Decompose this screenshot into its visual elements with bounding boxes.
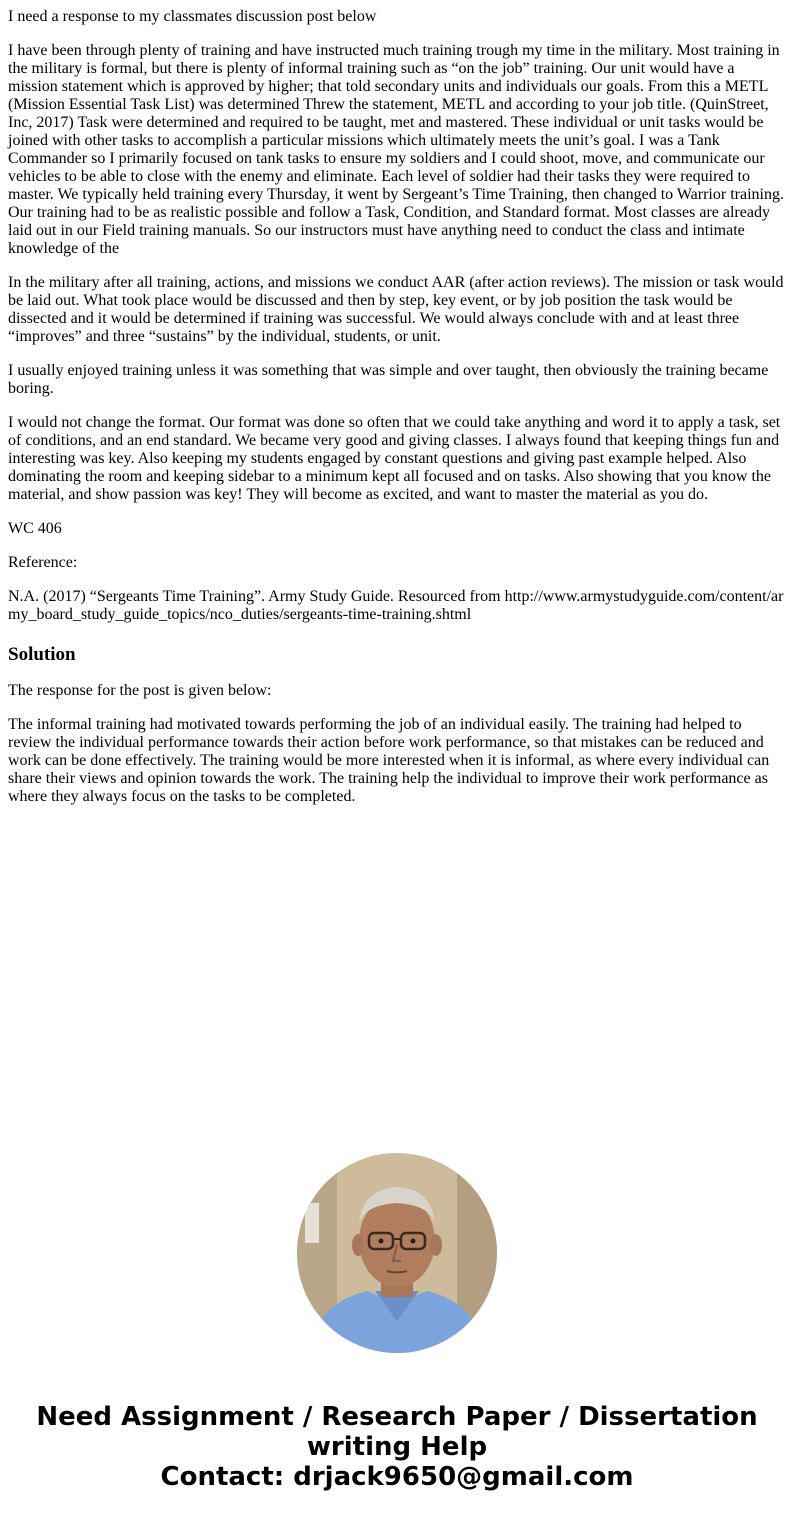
post-paragraph-2: In the military after all training, actions, and missions we conduct AAR (after action reviews). The mission or task would be laid out. What took place would be discussed and then by step, key event, or by job position the task would be dissected and it would be determined if training was successful. We would always conclude with and at least three “improves” and three “sustains” by the individual, students, or unit. [8, 274, 784, 345]
post-paragraph-1: I have been through plenty of training and have instructed much training trough my time in the military. Most training in the military is formal, but there is plenty of informal training such as “on the job” training. Our unit would have a mission statement which is approved by higher; that told secondary units and individuals our goals. From this a METL (Mission Essential Task List) was determined Threw the statement, METL and according to your job title. (QuinStreet, Inc, 2017) Task were determined and required to be taught, met and mastered. These individual or unit tasks would be joined with other tasks to accomplish a particular missions which ultimately meets the unit’s goal. I was a Tank Commander so I primarily focused on tank tasks to ensure my soldiers and I could shoot, move, and communicate our vehicles to be able to close with the enemy and eliminate. Each level of soldier had their tasks they were required to master. We typically held training every Thursday, it went by Sergeant’s Time Training, then changed to Warrior training. Our training had to be as realistic possible and follow a Task, Condition, and Standard format. Most classes are already laid out in our Field training manuals. So our instructors must have anything need to conduct the class and intimate knowledge of the [8, 42, 784, 257]
avatar-portrait-image [297, 1153, 497, 1353]
footer-contact: Contact: drjack9650@gmail.com [160, 1462, 634, 1492]
document-content [8, 8, 786, 822]
solution-heading: Solution [8, 644, 76, 665]
question-intro: I need a response to my classmates discussion post below [8, 8, 377, 25]
reference-text: N.A. (2017) “Sergeants Time Training”. Army Study Guide. Resourced from http://www.armystudyguide.com/content/army_board_study_guide_topics/nco_duties/sergeants-time-training.shtml [8, 588, 784, 623]
solution-lead: The response for the post is given below: [8, 682, 272, 699]
footer-line-1: Need Assignment / Research Paper / Dissertation [36, 1402, 758, 1432]
author-avatar [297, 1153, 497, 1353]
word-count: WC 406 [8, 520, 62, 537]
post-paragraph-4: I would not change the format. Our format was done so often that we could take anything and word it to apply a task, set of conditions, and an end standard. We became very good and giving classes. I always found that keeping things fun and interesting was key. Also keeping my students engaged by constant questions and giving past example helped. Also dominating the room and keeping sidebar to a minimum kept all focused and on tasks. Also showing that you know the material, and show passion was key! They will become as excited, and want to master the material as you do. [8, 414, 781, 503]
solution-body: The informal training had motivated towards performing the job of an individual easily. The training had helped to review the individual performance towards their action before work performance, so that mistakes can be reduced and work can be done effectively. The training would be more interested when it is informal, as where every individual can share their views and opinion towards the work. The training help the individual to improve their work performance as where they always focus on the tasks to be completed. [8, 716, 770, 805]
contact-footer [0, 1402, 794, 1492]
post-paragraph-3: I usually enjoyed training unless it was something that was simple and over taught, then obviously the training became boring. [8, 362, 769, 397]
footer-line-2: writing Help [306, 1432, 488, 1462]
reference-label: Reference: [8, 554, 78, 571]
